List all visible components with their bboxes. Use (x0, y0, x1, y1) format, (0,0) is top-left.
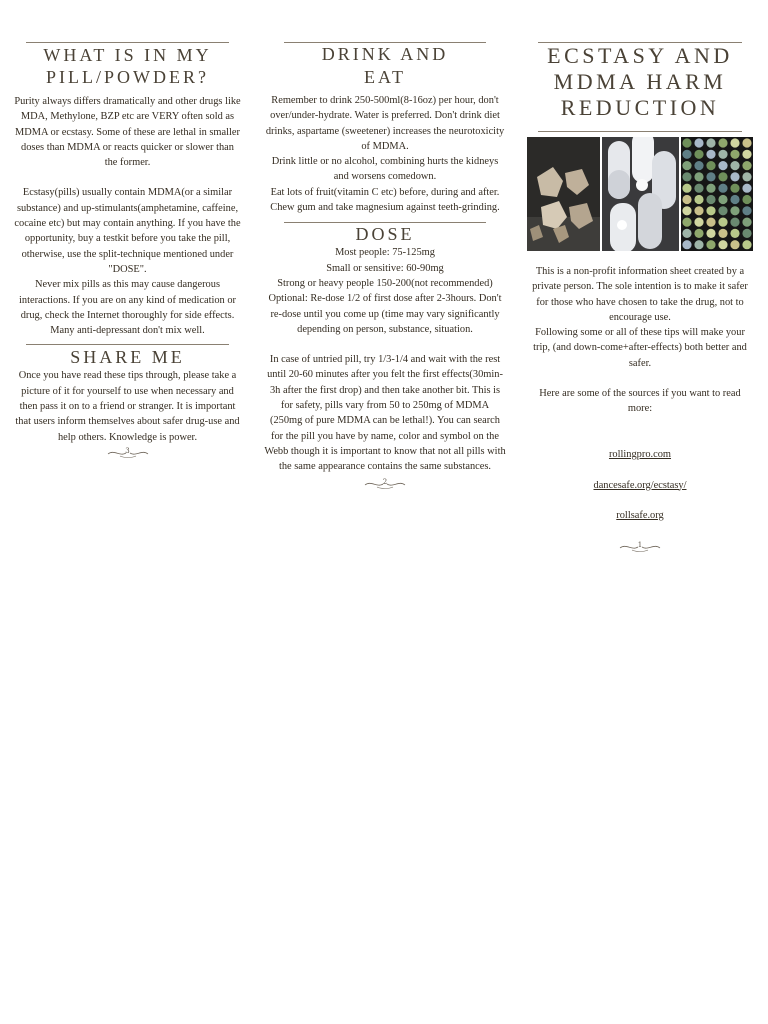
paragraph-untried-pill: In case of untried pill, try 1/3-1/4 and wait with the rest until 20-60 minutes after you felt the first effects(30min-3h after the first drop) and then take another bit. This is for safety, pills vary from 50 to 250mg of MDMA (250mg of pure MDMA can be lethal!). You can search for the pill you have by name, color and symbol on the Webb though it is important to know that not all pills with the same appearance contains the same substances. (264, 354, 506, 473)
pill-dot (742, 161, 751, 170)
pill-dot (718, 184, 727, 193)
pill-dot (718, 138, 727, 147)
pill-dot (706, 240, 715, 249)
page-ornament (363, 477, 407, 491)
pill-dot (730, 240, 739, 249)
pill-dot (694, 150, 703, 159)
pill-dot (694, 206, 703, 215)
page-number: 2 (382, 477, 388, 486)
pill-dot (730, 184, 739, 193)
pill-dot (730, 138, 739, 147)
photo-strip (527, 137, 754, 251)
pill-dot (718, 206, 727, 215)
heading-line: DRINK AND (321, 44, 449, 64)
heading-line: EAT (364, 67, 406, 87)
title-line: MDMA HARM (553, 69, 727, 94)
pill-dot (742, 206, 751, 215)
paragraph-about: This is a non-profit information sheet created by a private person. The sole intention is to make it safer for those who have chosen to take the drug, not to encourage use. Following some or all of these tips will make your trip, (and down-come+after-effects) both better and safer. (532, 266, 748, 369)
title-line: ECSTASY AND (547, 43, 733, 68)
column-left (14, 0, 241, 460)
colored-pills-photo (681, 137, 753, 251)
pill-dot (682, 218, 691, 227)
cover-title (526, 43, 754, 121)
pill-dot (730, 161, 739, 170)
pill-dot (742, 240, 751, 249)
heading-dose: DOSE (355, 224, 415, 245)
pill-dot (682, 206, 691, 215)
pill-dot (706, 161, 715, 170)
pill-dot (694, 218, 703, 227)
pill-dot (706, 138, 715, 147)
page-ornament (106, 446, 150, 460)
pill-dot (730, 229, 739, 238)
capsules-photo (602, 137, 679, 251)
pill-dot (742, 172, 751, 181)
pill-dot (694, 195, 703, 204)
page-ornament (618, 540, 662, 554)
pill-dot (718, 161, 727, 170)
pill-dot (682, 240, 691, 249)
column-right (526, 0, 754, 554)
paragraph-sources-intro: Here are some of the sources if you want to read more: (539, 388, 741, 415)
pill-dot (742, 218, 751, 227)
page-number: 1 (637, 540, 643, 549)
source-link-dancesafe[interactable]: dancesafe.org/ecstasy/ (593, 479, 687, 491)
heading-drink-and-eat (264, 43, 506, 89)
divider (26, 344, 229, 345)
pill-dot (730, 218, 739, 227)
pill-dot (682, 195, 691, 204)
pill-dot (730, 150, 739, 159)
pill-dot (706, 229, 715, 238)
heading-what-is-in-my-pill: WHAT IS IN MY PILL/POWDER? (43, 45, 212, 87)
pill-dot (706, 150, 715, 159)
column-middle (264, 0, 506, 491)
pill-dot (694, 172, 703, 181)
pill-dot (742, 195, 751, 204)
pill-dot (694, 184, 703, 193)
pill-dot (730, 195, 739, 204)
pill-dot (706, 206, 715, 215)
pill-dot (706, 184, 715, 193)
pill-dot (718, 218, 727, 227)
pill-dot (718, 229, 727, 238)
pill-dot (694, 229, 703, 238)
pill-dot (706, 218, 715, 227)
pill-dot (730, 172, 739, 181)
pill-dot (742, 184, 751, 193)
page-number: 3 (125, 446, 130, 455)
pill-dot (682, 138, 691, 147)
pill-dot (682, 161, 691, 170)
pill-dot (718, 172, 727, 181)
pill-dot (694, 240, 703, 249)
pill-dot (706, 172, 715, 181)
mdma-crystals-photo (527, 137, 600, 251)
pill-dot (682, 150, 691, 159)
pill-dot (682, 184, 691, 193)
pill-dot (742, 229, 751, 238)
pill-dot (718, 150, 727, 159)
sources-list (526, 432, 754, 539)
source-link-rollingpro[interactable]: rollingpro.com (608, 448, 672, 460)
paragraph-dose-amounts: Most people: 75-125mg Small or sensitive: 60-90mg Strong or heavy people 150-200(not recommended) Optional: Re-dose 1/2 of first dose after 2-3hours. Don't re-dose until you come up (time may vary significantly depending on person, substance, situation. (268, 247, 502, 335)
pill-dot (730, 206, 739, 215)
pill-dot (694, 161, 703, 170)
pill-dot (718, 240, 727, 249)
divider (26, 42, 229, 43)
divider (538, 131, 742, 132)
pill-dot (682, 172, 691, 181)
title-line: REDUCTION (560, 95, 720, 120)
paragraph-hydration: Remember to drink 250-500ml(8-16oz) per hour, don't over/under-hydrate. Water is preferred. Don't drink diet drinks, aspartame (sweetener) increases the neurotoxicity of MDMA. Drink little or no alcohol, combining hurts the kidneys and worsens comedown. Eat lots of fruit(vitamin C etc) before, during and after. Chew gum and take magnesium against teeth-grinding. (265, 95, 505, 214)
paragraph-share: Once you have read these tips through, please take a picture of it for yourself to use when necessary and then pass it on to a friend or stranger. It is important that users inform themselves about safer drug-use and help others. Knowledge is power. (15, 370, 240, 443)
pill-dot (694, 138, 703, 147)
pill-dot (742, 150, 751, 159)
heading-share-me: SHARE ME (70, 347, 185, 368)
pill-dot (682, 229, 691, 238)
paragraph-ecstasy-pills: Ecstasy(pills) usually contain MDMA(or a similar substance) and up-stimulants(amphetamine, caffeine, cocaine etc) but may contain anything. If you have the opportunity, buy a testkit before you take the pill, otherwise, use the split-technique mentioned under "DOSE". Never mix pills as this may cause dangerous interactions. If you are on any kind of medication or drug, check the Internet thoroughly for side effects. Many anti-depressant don't mix well. (14, 187, 241, 337)
paragraph-purity: Purity always differs dramatically and other drugs like MDA, Methylone, BZP etc are VERY often sold as MDMA or ecstasy. Some of these are lethal in smaller doses than MDMA or reacts quicker or slower than the former. (14, 96, 241, 169)
pill-dot (742, 138, 751, 147)
source-link-rollsafe[interactable]: rollsafe.org (616, 510, 664, 522)
pill-dot (718, 195, 727, 204)
pill-dot (706, 195, 715, 204)
